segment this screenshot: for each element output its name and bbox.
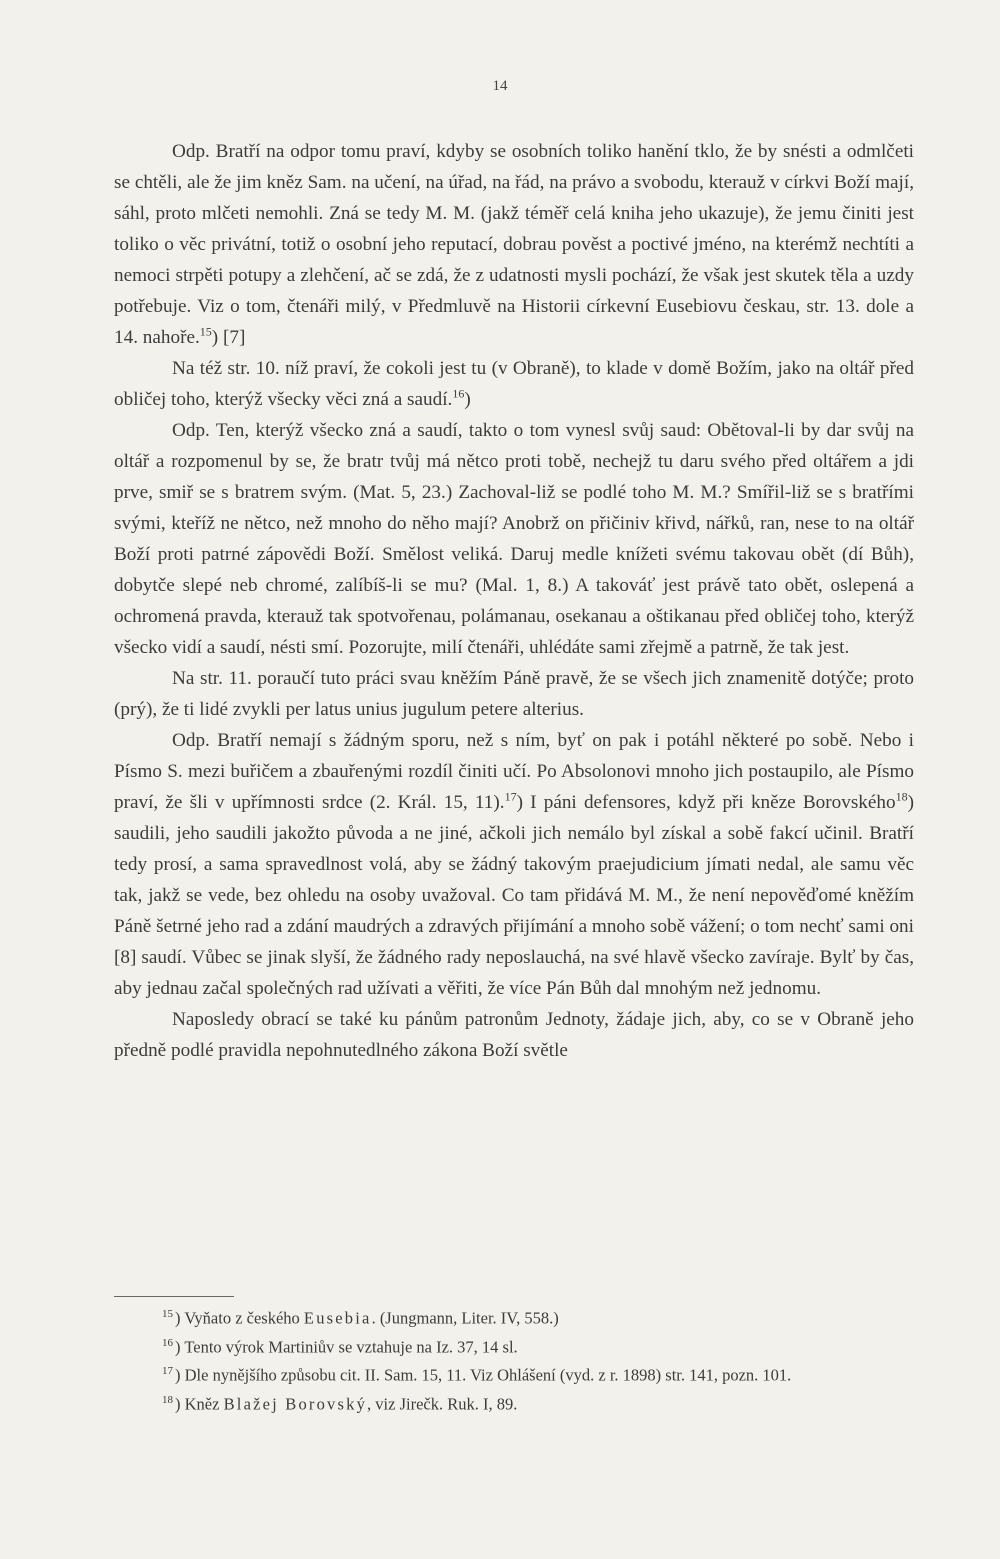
body-text — [114, 136, 914, 1066]
footnote-text: . (Jungmann, Liter. IV, 558.) — [371, 1308, 559, 1328]
footnote-ref-17[interactable]: 17 — [504, 789, 517, 804]
paragraph-5: Odp. Bratří nemají s žádným sporu, než s ním, byť on pak i potáhl některé po sobě. Nebo i Písmo S. mezi buřičem a zbauřenými rozdíl činiti učí. Po Absolonovi mnoho jich postaupilo, ale Písmo praví, že šli v upřímnosti srdce (2. Král. 15, 11).$^{17}$) I páni defensores, když při kněze Borovského$^{18}$) saudili, jeho saudili jakožto původa a ne jiné, ačkoli jich nemálo byl získal a sobě fakcí učinil. Bratří tedy prosí, a sama spravedlnost volá, aby se žádný takovým praejudicium jímati nedal, ale samu věc tak, jakž se vede, bez ohledu na osoby uvažoval. Co tam přidává M. M., že není nepověďomé kněžím Páně šetrné jeho rad a zdání maudrých a zdravých přijímání a mnoho sobě vážení; o tom nechť sami oni [8] saudí. Vůbec se jinak slyší, že žádného rady neposlauchá, na své hlavě všecko zavíraje. Bylť by čas, aby jednau začal společných rad užívati a věřiti, že více Pán Bůh dal mnohým než jednomu. — [114, 730, 914, 999]
paragraph-5-text-b: I páni defensores, když při kněze Borovského — [530, 792, 896, 813]
footnote-ref-16[interactable]: 16 — [452, 386, 465, 401]
footnote-spaced-name: Eusebia — [303, 1308, 372, 1328]
paragraph-5-text-c: saudili, jeho saudili jakožto původa a ne jiné, ačkoli jich nemálo byl získal a sobě fakcí učinil. Bratří tedy prosí, a sama spravedlnost volá, aby se žádný takovým praejudicium jímati nedal, ale samu věc tak, jakž se vede, bez ohledu na osoby uvažoval. Co tam přidává M. M., že není nepověďomé kněžím Páně šetrné jeho rad a zdání maudrých a zdravých přijímání a mnoho sobě vážení; o tom nechť sami oni — [114, 823, 914, 937]
paragraph-2-text: Na též str. 10. níž praví, že cokoli jest tu (v Obraně), to klade v domě Božím, jako na oltář před obličej toho, kterýž všecky věci zná a saudí. — [114, 358, 914, 410]
footnote-mark: 16 — [162, 1336, 173, 1349]
footnote-18: $^{18}$ ) Kněz Blažej Borovský, viz Jirečk. Ruk. I, 89. — [162, 1393, 518, 1413]
footnote-mark: 15 — [162, 1308, 173, 1320]
paragraph-5-text-d: saudí. Vůbec se jinak slyší, že žádného rady neposlauchá, na své hlavě všecko zavíraje. Bylť by čas, aby jednau začal společných rad užívati a věřiti, že více Pán Bůh dal mnohým než jednomu. — [114, 947, 914, 999]
footnote-text: Vyňato z českého — [184, 1308, 300, 1328]
footnote-15: $^{15}$ ) Vyňato z českého Eusebia. (Jungmann, Liter. IV, 558.) — [162, 1308, 559, 1328]
footnote-text: Dle nynějšího způsobu cit. II. Sam. 15, 11. Viz Ohlášení (vyd. z r. 1898) str. 141, pozn. 101. — [184, 1365, 792, 1385]
footnote-text: , viz Jirečk. Ruk. I, 89. — [367, 1394, 518, 1413]
paragraph-2: Na též str. 10. níž praví, že cokoli jest tu (v Obraně), to klade v domě Božím, jako na oltář před obličej toho, kterýž všecky věci zná a saudí.$^{16}$) — [114, 358, 914, 410]
footnote-ref-15[interactable]: 15 — [199, 324, 212, 339]
paragraph-3: Odp. Ten, kterýž všecko zná a saudí, takto o tom vynesl svůj saud: Obětoval-li by dar svůj na oltář a rozpomenul by se, že bratr tvůj má nětco proti tobě, nechejž tu daru svého před oltářem a jdi prve, smiř se s bratrem svým. (Mat. 5, 23.) Zachoval-liž se podlé toho M. M.? Smířil-liž se s bratřími svými, kteříž ne nětco, než mnoho do něho mají? Anobrž on přičiniv křivd, nářků, ran, nese to na oltář Boží proti patrné zápovědi Boží. Smělost veliká. Daruj medle knížeti svému takovau obět (dí Bůh), dobytče slepé neb chromé, zalíbíš-li se mu? (Mal. 1, 8.) A takováť jest právě tato obět, oslepená a ochromená pravda, kterauž tak spotvořenau, polámanau, osekanau a oštikanau před obličej toho, kterýž všecko vidí a saudí, nésti smí. Pozorujte, milí čtenáři, uhlédáte sami zřejmě a patrně, že tak jest. — [114, 420, 914, 658]
paragraph-1: Odp. Bratří na odpor tomu praví, kdyby se osobních toliko hanění tklo, že by snésti a odmlčeti se chtěli, ale že jim kněz Sam. na učení, na úřad, na řád, na právo a svobodu, kterauž v církvi Boží mají, sáhl, proto mlčeti nemohli. Zná se tedy M. M. (jakž téměř celá kniha jeho ukazuje), že jemu činiti jest toliko o věc privátní, totiž o osobní jeho reputací, dobrau pověst a poctivé jméno, na kterémž nechtíti a nemoci strpěti potupy a zlehčení, ač se zdá, že z udatnosti mysli pochází, že však jest skutek těla a uzdy potřebuje. Viz o tom, čtenáři milý, v Předmluvě na Historii církevní Eusebiovu českau, str. 13. dole a 14. nahoře.$^{15}$) [7] — [114, 141, 914, 348]
footnotes — [114, 1302, 904, 1416]
footnote-17: $^{17}$ ) Dle nynějšího způsobu cit. II. Sam. 15, 11. Viz Ohlášení (vyd. z r. 1898) str. 141, pozn. 101. — [162, 1365, 792, 1385]
paragraph-6: Naposledy obrací se také ku pánům patronům Jednoty, žádaje jich, aby, co se v Obraně jeho předně podlé pravidla nepohnutedlného zákona Boží světle — [114, 1009, 914, 1061]
footnote-text: Kněz — [184, 1394, 220, 1413]
footnote-divider — [114, 1296, 234, 1297]
paragraph-4: Na str. 11. poraučí tuto práci svau kněžím Páně pravě, že se všech jich znamenitě dotýče; proto (prý), že ti lidé zvykli per latus unius jugulum petere alterius. — [114, 668, 914, 720]
footnote-text: Tento výrok Martiniův se vztahuje na Iz. 37, 14 sl. — [184, 1337, 518, 1356]
footnote-spaced-name: Blažej Borovský — [223, 1394, 368, 1413]
paragraph-5-text-a: Odp. Bratří nemají s žádným sporu, než s ním, byť on pak i potáhl některé po sobě. Nebo i Písmo S. mezi buřičem a zbauřenými rozdíl činiti učí. Po Absolonovi mnoho jich postaupilo, ale Písmo praví, že šli v upřímnosti srdce (2. Král. 15, 11). — [114, 730, 914, 813]
footnote-16: $^{16}$ ) Tento výrok Martiniův se vztahuje na Iz. 37, 14 sl. — [162, 1336, 518, 1356]
footnote-mark: 18 — [162, 1393, 173, 1406]
paragraph-1-text: Odp. Bratří na odpor tomu praví, kdyby se osobních toliko hanění tklo, že by snésti a odmlčeti se chtěli, ale že jim kněz Sam. na učení, na úřad, na řád, na právo a svobodu, kterauž v církvi Boží mají, sáhl, proto mlčeti nemohli. Zná se tedy M. M. (jakž téměř celá kniha jeho ukazuje), že jemu činiti jest toliko o věc privátní, totiž o osobní jeho reputací, dobrau pověst a poctivé jméno, na kterémž nechtíti a nemoci strpěti potupy a zlehčení, ač se zdá, že z udatnosti mysli pochází, že však jest skutek těla a uzdy potřebuje. Viz o tom, čtenáři milý, v Předmluvě na Historii církevní Eusebiovu českau, str. 13. dole a 14. nahoře. — [114, 141, 914, 348]
footnote-mark: 17 — [162, 1365, 173, 1377]
page-number: 14 — [492, 78, 508, 94]
footnote-ref-18[interactable]: 18 — [895, 789, 908, 804]
page-marker-8: [8] — [114, 947, 137, 968]
page-marker-7: [7] — [222, 327, 246, 348]
